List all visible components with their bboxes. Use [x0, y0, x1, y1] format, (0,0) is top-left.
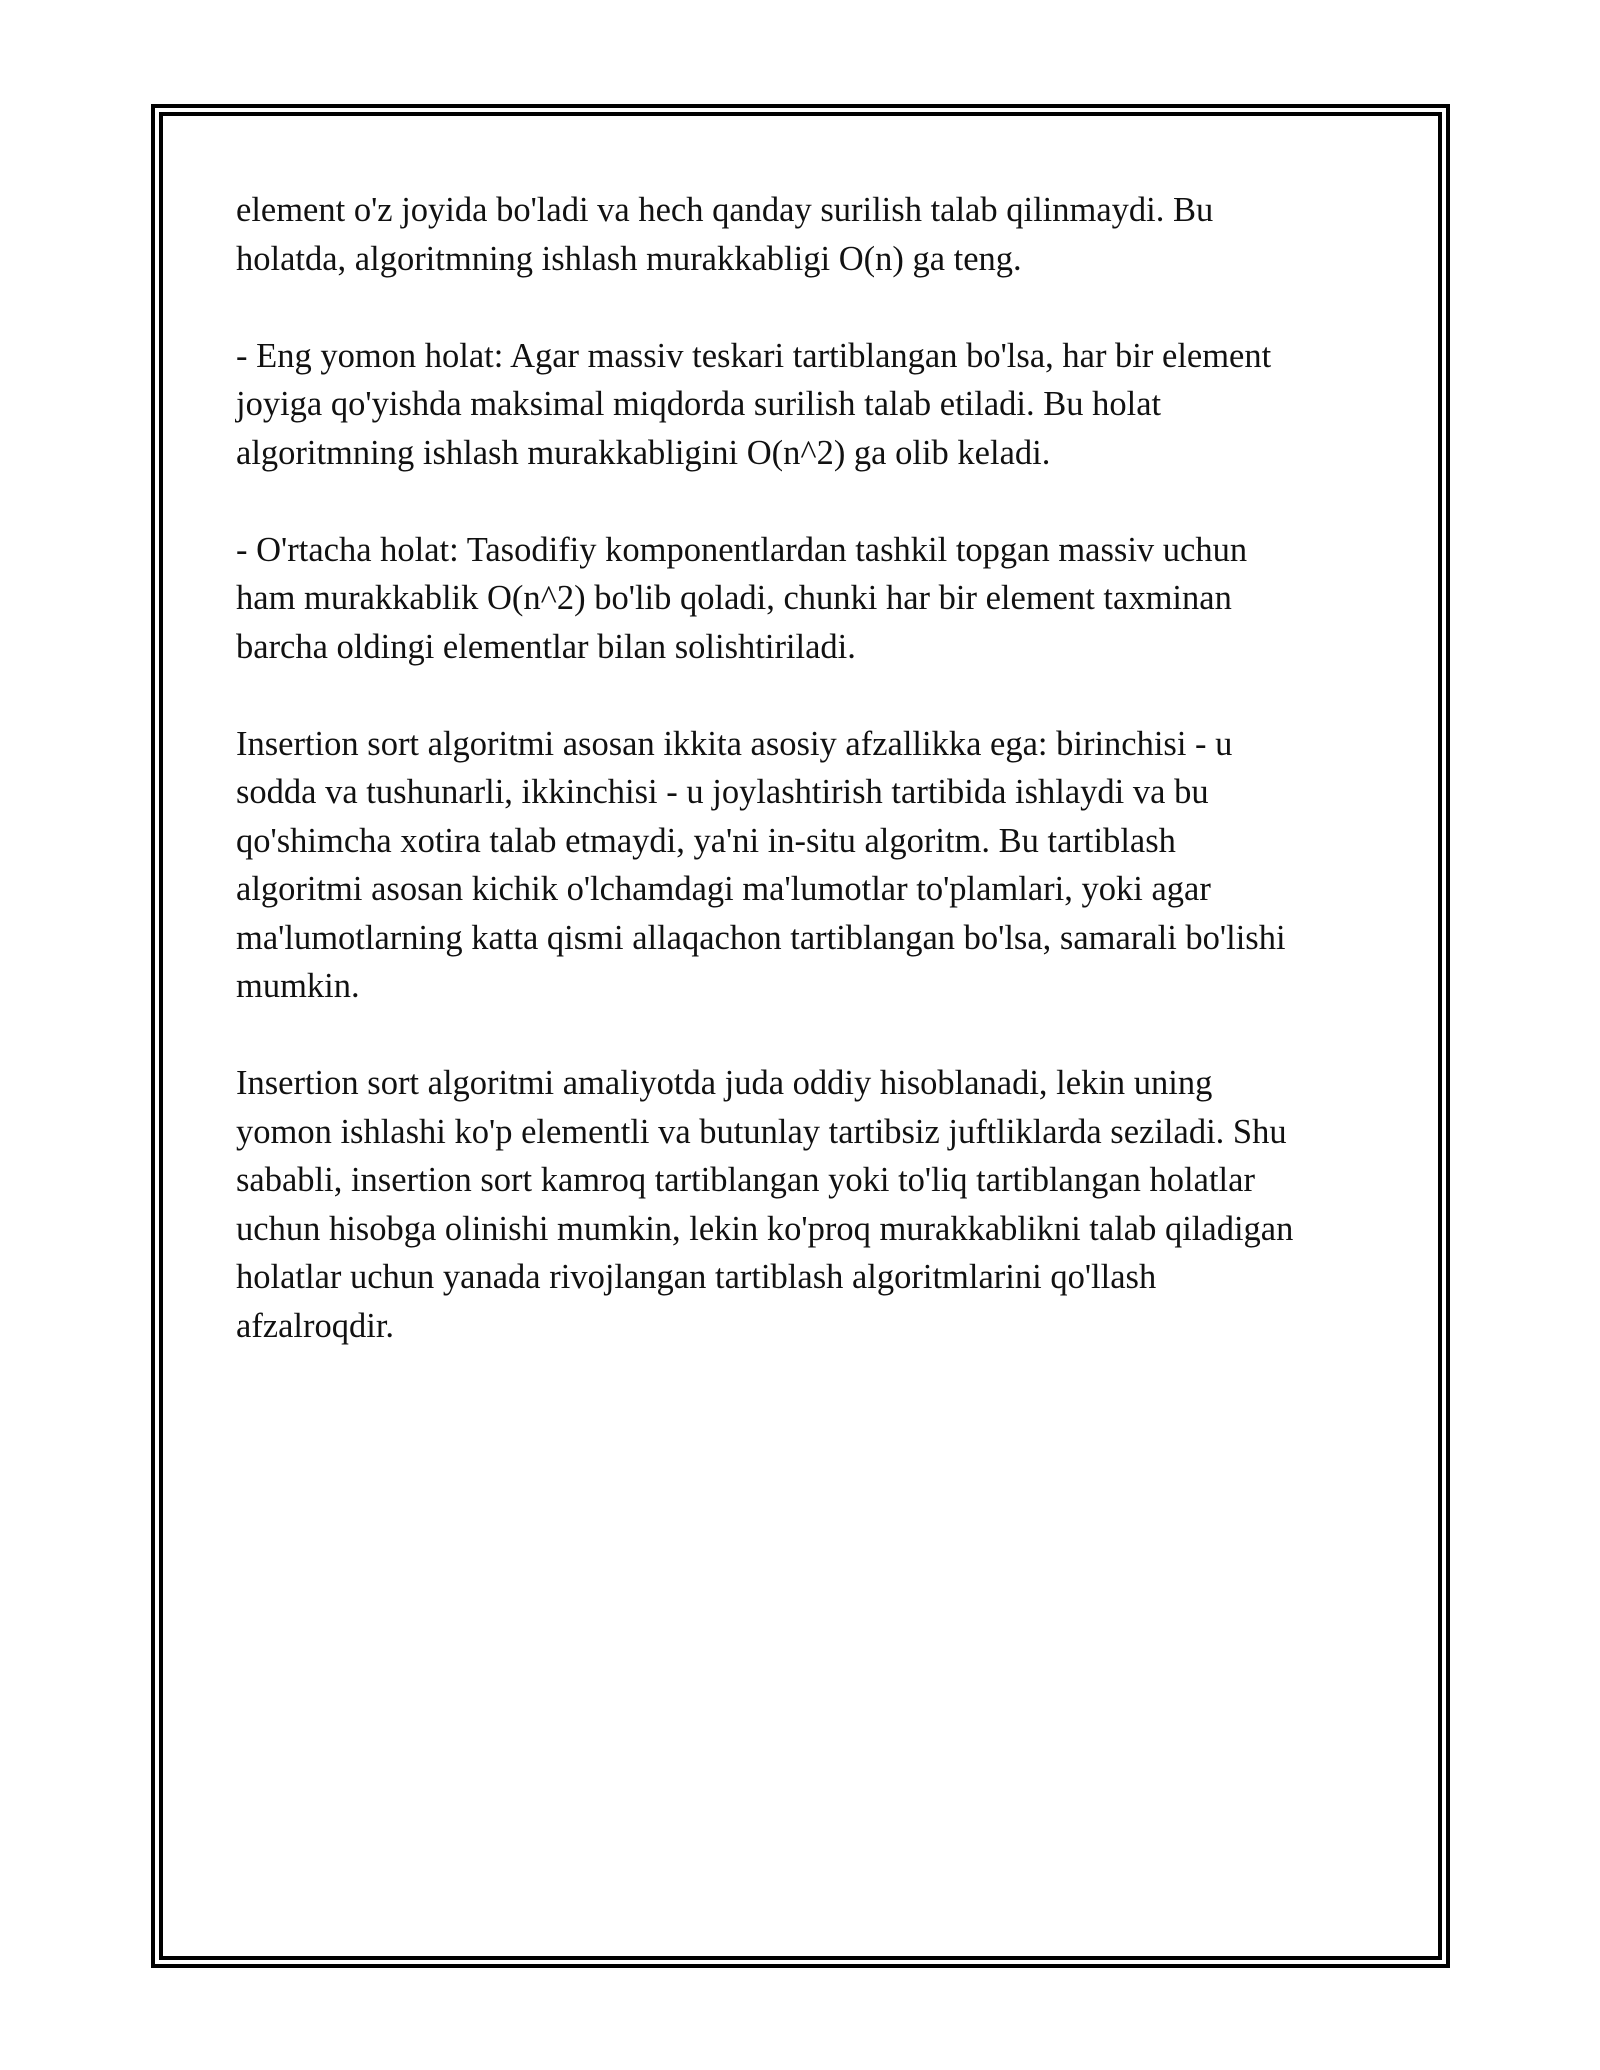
paragraph-average-case: - O'rtacha holat: Tasodifiy komponentlardan tashkil topgan massiv uchun ham murakkablik O(n^2) bo'lib qoladi, chunki har bir element taxminan barcha oldingi elementlar bilan solishtiriladi. [236, 530, 1248, 666]
document-body [236, 186, 1376, 1399]
paragraph-advantages: Insertion sort algoritmi asosan ikkita asosiy afzallikka ega: birinchisi - u sodda va tushunarli, ikkinchisi - u joylashtirish tartibida ishlaydi va bu qo'shimcha xotira talab etmaydi, ya'ni in-situ algoritm. Bu tartiblash algoritmi asosan kichik o'lchamdagi ma'lumotlar to'plamlari, yoki agar ma'lumotlarning katta qismi allaqachon tartiblangan bo'lsa, samarali bo'lishi mumkin. [236, 724, 1286, 1005]
paragraph-best-case-continued: element o'z joyida bo'ladi va hech qanday surilish talab qilinmaydi. Bu holatda, algoritmning ishlash murakkabligi O(n) ga teng. [236, 191, 1214, 278]
paragraph-conclusion: Insertion sort algoritmi amaliyotda juda oddiy hisoblanadi, lekin uning yomon ishlashi ko'p elementli va butunlay tartibsiz juftliklarda seziladi. Shu sababli, insertion sort kamroq tartiblangan yoki to'liq tartiblangan holatlar uchun hisobga olinishi mumkin, lekin ko'proq murakkablikni talab qiladigan holatlar uchun yanada rivojlangan tartiblash algoritmlarini qo'llash afzalroqdir. [236, 1064, 1294, 1345]
paragraph-worst-case: - Eng yomon holat: Agar massiv teskari tartiblangan bo'lsa, har bir element joyiga qo'yishda maksimal miqdorda surilish talab etiladi. Bu holat algoritmning ishlash murakkabligini O(n^2) ga olib keladi. [236, 336, 1272, 472]
